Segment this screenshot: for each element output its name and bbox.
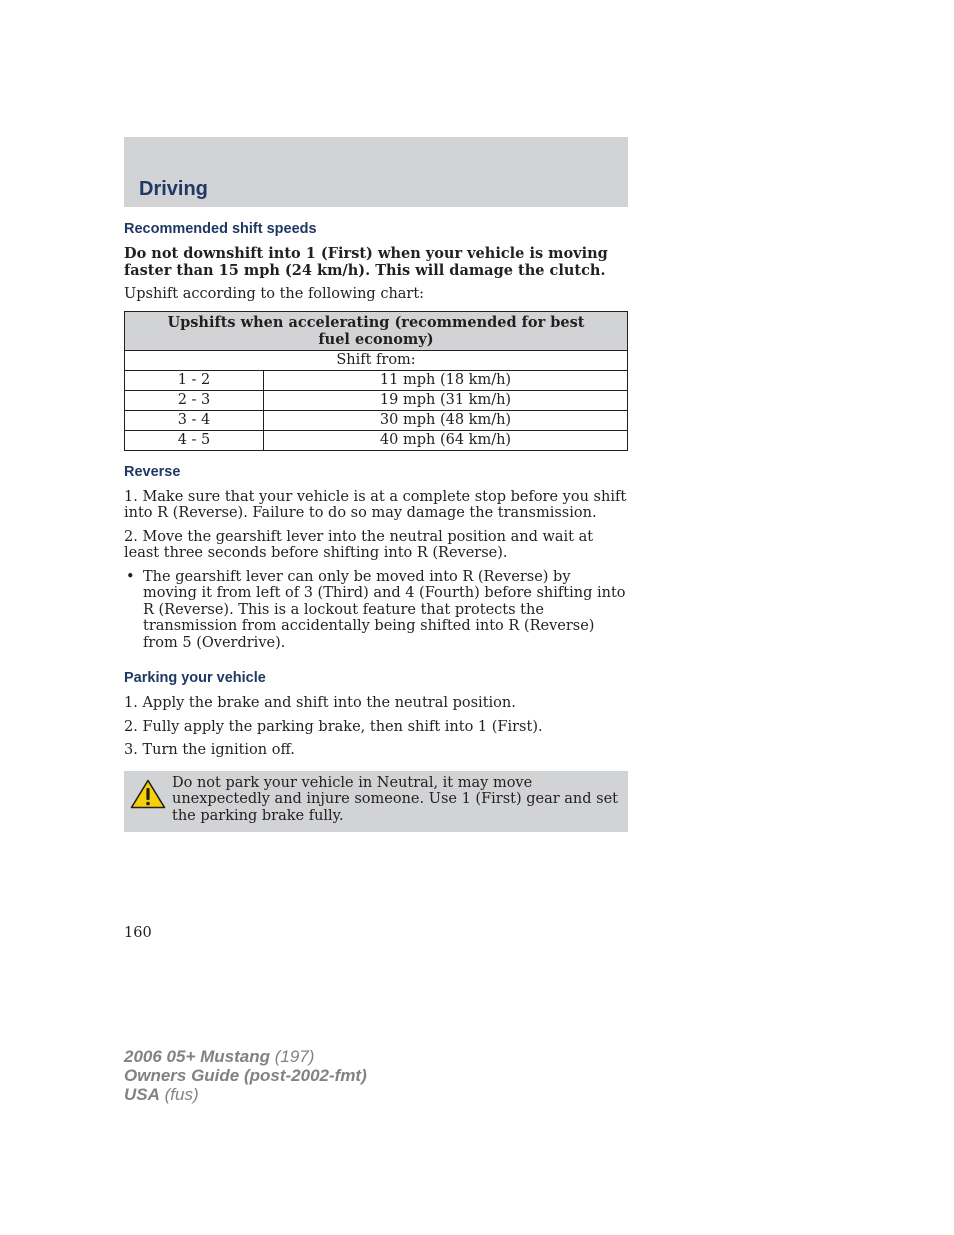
gear-cell: 2 - 3 (125, 390, 264, 410)
gear-cell: 1 - 2 (125, 370, 264, 390)
footer-line-3 (124, 1085, 367, 1104)
speed-cell: 30 mph (48 km/h) (264, 410, 628, 430)
table-row (125, 430, 628, 450)
table-subheader: Shift from: (125, 350, 628, 370)
speed-cell: 11 mph (18 km/h) (264, 370, 628, 390)
footer-model: 2006 05+ Mustang (124, 1047, 270, 1066)
bullet-icon: • (126, 568, 135, 585)
table-subheader-row (125, 350, 628, 370)
speed-cell: 40 mph (64 km/h) (264, 430, 628, 450)
parking-step-1: 1. Apply the brake and shift into the neutral position. (124, 695, 516, 711)
parking-heading: Parking your vehicle (124, 670, 266, 686)
reverse-step-1: 1. Make sure that your vehicle is at a complete stop before you shift into R (Reverse). Failure to do so may damage the transmission. (124, 488, 627, 521)
upshift-intro: Upshift according to the following chart: (124, 286, 425, 302)
reverse-heading: Reverse (124, 463, 181, 480)
parking-warning-text: Do not park your vehicle in Neutral, it may move unexpectedly and injure someone. Use 1 (First) gear and set the parking brake fully. (172, 774, 619, 824)
parking-step-3: 3. Turn the ignition off. (124, 742, 295, 758)
page-number: 160 (124, 925, 152, 941)
footer-guide: Owners Guide (post-2002-fmt) (124, 1066, 367, 1085)
reverse-step-2: 2. Move the gearshift lever into the neutral position and wait at least three seconds before shifting into R (Reverse). (124, 528, 594, 561)
list-item (124, 569, 628, 652)
parking-warning-box (124, 771, 628, 833)
parking-step-2: 2. Fully apply the parking brake, then shift into 1 (First). (124, 718, 543, 735)
recommended-shift-speeds-heading: Recommended shift speeds (124, 221, 317, 237)
page-content (124, 220, 628, 832)
warning-triangle-icon (130, 779, 166, 809)
footer-model-code: (197) (270, 1047, 315, 1066)
table-row (125, 410, 628, 430)
speed-cell: 19 mph (31 km/h) (264, 390, 628, 410)
section-header-band (124, 137, 628, 207)
gear-cell: 4 - 5 (125, 430, 264, 450)
footer-market-code: (fus) (159, 1085, 199, 1104)
document-footer (124, 1047, 367, 1104)
shift-speed-table (124, 311, 628, 451)
footer-line-1 (124, 1047, 367, 1066)
table-title: Upshifts when accelerating (recommended for best fuel economy) (125, 311, 628, 350)
footer-line-2 (124, 1066, 367, 1085)
gear-cell: 3 - 4 (125, 410, 264, 430)
table-row (125, 390, 628, 410)
downshift-warning: Do not downshift into 1 (First) when your vehicle is moving faster than 15 mph (24 km/h). This will damage the clutch. (124, 245, 608, 279)
table-row (125, 370, 628, 390)
reverse-lockout-bullet: The gearshift lever can only be moved into R (Reverse) by moving it from left of 3 (Third) and 4 (Fourth) before shifting into R (Reverse). This is a lockout feature that protects the transmission from accidentally being shifted into R (Reverse) from 5 (Overdrive). (143, 568, 626, 651)
table-title-row (125, 311, 628, 350)
section-title: Driving (139, 178, 208, 200)
footer-market: USA (124, 1085, 160, 1104)
